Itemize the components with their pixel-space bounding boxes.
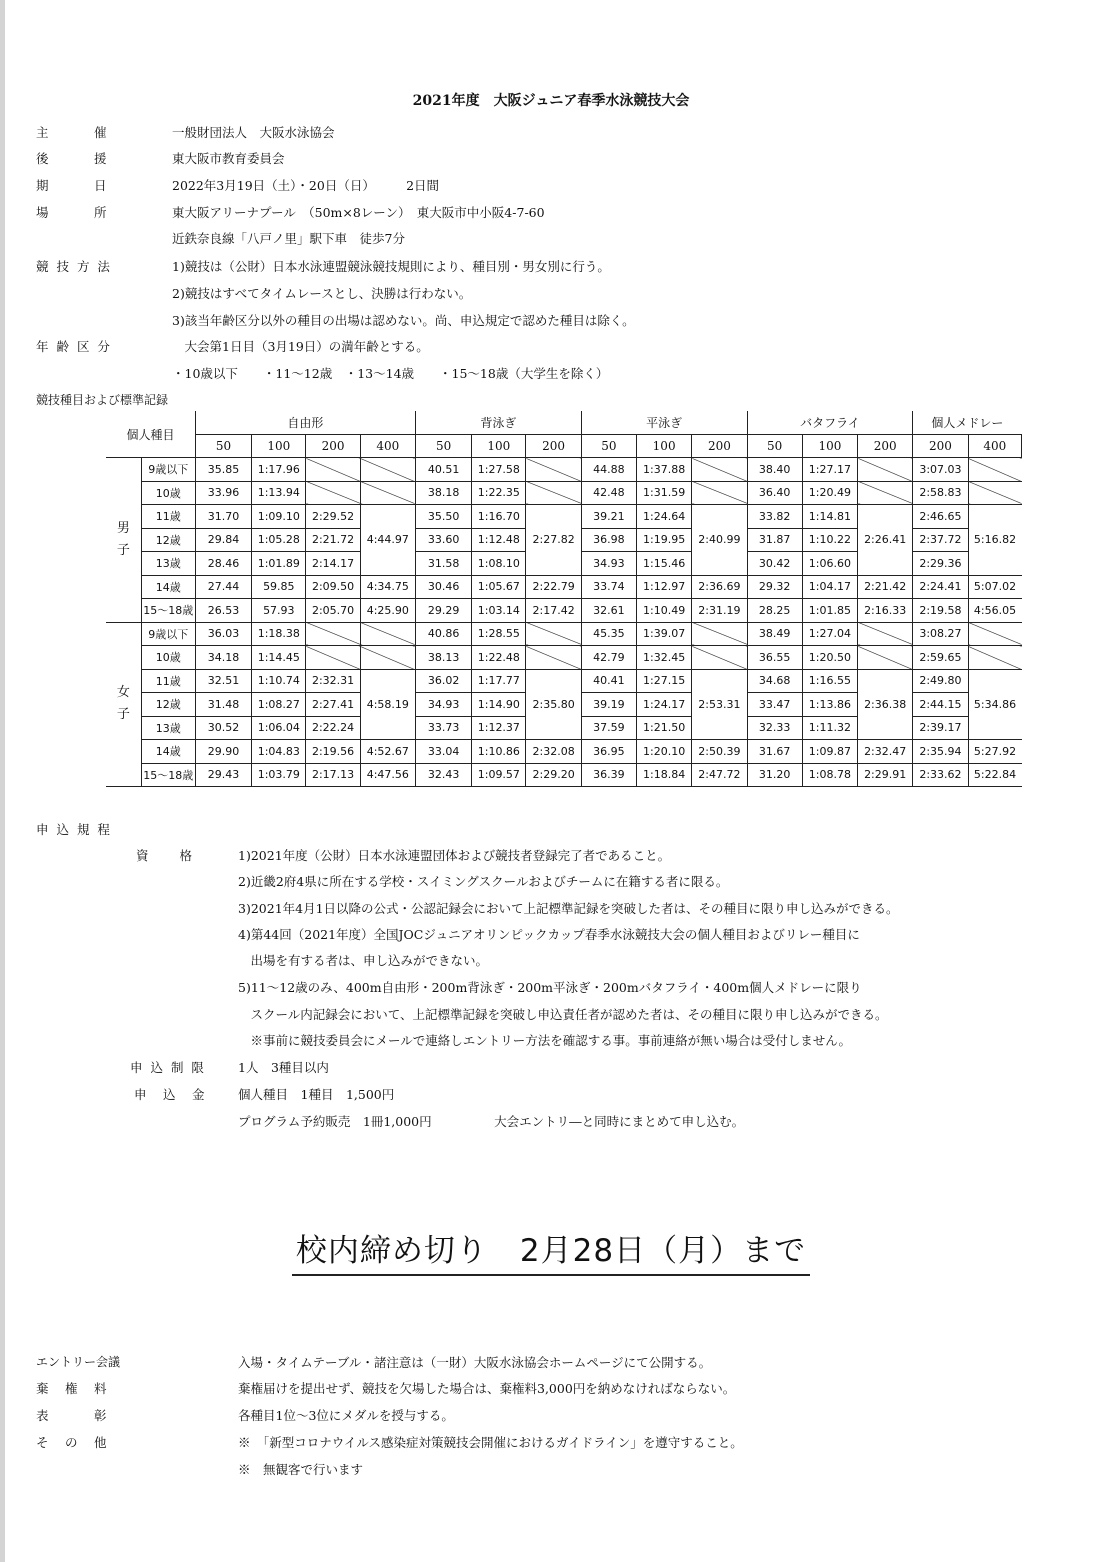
page-title: 2021年度 大阪ジュニア春季水泳競技大会 [412, 93, 690, 109]
stroke-header: 自由形 [195, 411, 415, 434]
na-cell [692, 622, 747, 646]
info-label-support: 後 援 [36, 151, 109, 166]
record-cell: 2:16.33 [858, 599, 913, 623]
stroke-header: 平泳ぎ [581, 411, 747, 434]
record-cell: 2:31.19 [692, 599, 747, 623]
record-cell: 2:35.94 [913, 740, 968, 764]
record-cell: 1:06.04 [252, 716, 306, 740]
record-cell: 42.48 [581, 481, 636, 505]
record-cell: 1:08.78 [802, 763, 857, 787]
record-cell: 1:04.83 [252, 740, 306, 764]
age-label: 12歳 [141, 693, 195, 717]
record-cell: 1:24.17 [637, 693, 692, 717]
record-cell: 27.44 [195, 575, 251, 599]
na-cell [968, 646, 1021, 670]
record-cell: 1:24.64 [637, 505, 692, 529]
record-cell: 31.70 [195, 505, 251, 529]
deadline-banner [0, 1225, 1102, 1276]
distance-header: 100 [802, 434, 857, 458]
na-cell [692, 481, 747, 505]
age-label: 14歳 [141, 575, 195, 599]
info-text-access: 近鉄奈良線「八戸ノ里」駅下車 徒歩7分 [172, 231, 405, 246]
na-cell [968, 481, 1021, 505]
record-cell: 33.47 [747, 693, 802, 717]
age-label: 12歳 [141, 528, 195, 552]
distance-header: 200 [306, 434, 360, 458]
record-cell: 2:09.50 [306, 575, 360, 599]
record-cell: 1:10.22 [802, 528, 857, 552]
record-cell: 40.86 [415, 622, 471, 646]
record-cell: 28.46 [195, 552, 251, 576]
na-cell [360, 458, 415, 482]
record-cell: 1:32.45 [637, 646, 692, 670]
record-cell: 29.29 [415, 599, 471, 623]
record-cell: 1:09.10 [252, 505, 306, 529]
footer-label-fee: 棄 権 料 [36, 1381, 109, 1396]
age-label: 10歳 [141, 481, 195, 505]
age-label: 15〜18歳 [141, 763, 195, 787]
footer-label-award: 表 彰 [36, 1408, 109, 1423]
record-cell: 1:28.55 [472, 622, 526, 646]
na-cell [858, 646, 913, 670]
record-cell: 33.74 [581, 575, 636, 599]
sex-label-text: 女子 [116, 685, 130, 723]
na-cell [306, 622, 360, 646]
rules-fee-label: 申 込 金 [134, 1087, 207, 1102]
record-cell: 1:18.38 [252, 622, 306, 646]
record-cell: 1:16.55 [802, 669, 857, 693]
footer-text-entry: 入場・タイムテーブル・諸注意は（一財）大阪水泳協会ホームページにて公開する。 [238, 1355, 712, 1370]
record-cell: 2:22.79 [526, 575, 581, 599]
distance-header: 50 [195, 434, 251, 458]
record-cell: 33.73 [415, 716, 471, 740]
record-cell: 2:39.17 [913, 716, 968, 740]
rules-line-1: 1)2021年度（公財）日本水泳連盟団体および競技者登録完了者であること。 [238, 848, 671, 863]
info-text-age-groups: ・10歳以下 ・11〜12歳 ・13〜14歳 ・15〜18歳（大学生を除く） [172, 366, 609, 381]
record-cell: 36.95 [581, 740, 636, 764]
record-cell: 2:58.83 [913, 481, 968, 505]
table-corner-label: 個人種目 [106, 411, 195, 458]
stroke-header: 個人メドレー [913, 411, 1022, 434]
record-cell: 1:12.37 [472, 716, 526, 740]
record-cell: 34.18 [195, 646, 251, 670]
record-cell: 1:03.14 [472, 599, 526, 623]
record-cell: 32.61 [581, 599, 636, 623]
na-cell [360, 622, 415, 646]
record-cell: 1:09.87 [802, 740, 857, 764]
info-text-method-2: 2)競技はすべてタイムレースとし、決勝は行わない。 [172, 286, 472, 301]
age-label: 10歳 [141, 646, 195, 670]
record-cell: 32.51 [195, 669, 251, 693]
info-text-method-1: 1)競技は（公財）日本水泳連盟競泳競技規則により、種目別・男女別に行う。 [172, 259, 610, 274]
record-cell: 1:04.17 [802, 575, 857, 599]
rules-limit: 1人 3種目以内 [238, 1060, 329, 1075]
rules-line-2: 2)近畿2府4県に所在する学校・スイミングスクールおよびチームに在籍する者に限る。 [238, 874, 729, 889]
record-cell: 2:24.41 [913, 575, 968, 599]
record-cell: 32.43 [415, 763, 471, 787]
record-cell: 1:14.45 [252, 646, 306, 670]
record-cell: 2:29.91 [858, 763, 913, 787]
record-cell: 2:53.31 [692, 669, 747, 740]
record-cell: 1:13.94 [252, 481, 306, 505]
record-cell: 1:27.04 [802, 622, 857, 646]
record-cell: 2:50.39 [692, 740, 747, 764]
record-cell: 34.93 [581, 552, 636, 576]
record-cell: 1:21.50 [637, 716, 692, 740]
record-cell: 3:08.27 [913, 622, 968, 646]
record-cell: 1:01.85 [802, 599, 857, 623]
table-distance-row [106, 434, 1022, 458]
record-cell: 1:08.27 [252, 693, 306, 717]
table-row [106, 622, 1022, 646]
record-cell: 1:16.70 [472, 505, 526, 529]
footer-text-fee: 棄権届けを提出せず、競技を欠場した場合は、棄権料3,000円を納めなければならない。 [238, 1381, 736, 1396]
record-cell: 1:20.49 [802, 481, 857, 505]
record-cell: 4:44.97 [360, 505, 415, 576]
rules-heading: 申 込 規 程 [36, 822, 112, 837]
record-cell: 29.90 [195, 740, 251, 764]
record-cell: 2:32.31 [306, 669, 360, 693]
record-cell: 1:22.48 [472, 646, 526, 670]
record-cell: 35.50 [415, 505, 471, 529]
record-cell: 1:27.58 [472, 458, 526, 482]
record-cell: 1:09.57 [472, 763, 526, 787]
na-cell [526, 646, 581, 670]
na-cell [306, 481, 360, 505]
standard-records-table [106, 411, 1022, 787]
record-cell: 2:21.42 [858, 575, 913, 599]
na-cell [306, 458, 360, 482]
record-cell: 1:27.15 [637, 669, 692, 693]
table-row [106, 740, 1022, 764]
record-cell: 2:32.08 [526, 740, 581, 764]
rules-line-6: 5)11〜12歳のみ、400m自由形・200m背泳ぎ・200m平泳ぎ・200mバタフライ・400m個人メドレーに限り [238, 980, 862, 995]
record-cell: 30.46 [415, 575, 471, 599]
sex-label [106, 622, 141, 787]
info-label-date: 期 日 [36, 178, 109, 193]
record-cell: 2:27.82 [526, 505, 581, 576]
record-cell: 2:17.42 [526, 599, 581, 623]
na-cell [692, 646, 747, 670]
table-row [106, 669, 1022, 693]
record-cell: 2:36.38 [858, 669, 913, 740]
age-label: 13歳 [141, 716, 195, 740]
record-cell: 39.21 [581, 505, 636, 529]
footer-label-other: そ の 他 [36, 1435, 109, 1450]
age-label: 9歳以下 [141, 458, 195, 482]
record-cell: 4:34.75 [360, 575, 415, 599]
record-cell: 35.85 [195, 458, 251, 482]
record-cell: 5:34.86 [968, 669, 1021, 740]
distance-header: 50 [581, 434, 636, 458]
rules-line-4: 4)第44回（2021年度）全国JOCジュニアオリンピックカップ春季水泳競技大会の個人種目およびリレー種目に [238, 927, 860, 942]
na-cell [858, 481, 913, 505]
footer-label-entry: エントリー会議 [36, 1355, 121, 1369]
record-cell: 1:17.77 [472, 669, 526, 693]
distance-header: 50 [415, 434, 471, 458]
info-label-organizer: 主 催 [36, 125, 109, 140]
record-cell: 2:19.58 [913, 599, 968, 623]
record-cell: 31.87 [747, 528, 802, 552]
record-cell: 5:27.92 [968, 740, 1021, 764]
age-label: 9歳以下 [141, 622, 195, 646]
record-cell: 28.25 [747, 599, 802, 623]
record-cell: 2:44.15 [913, 693, 968, 717]
record-cell: 29.32 [747, 575, 802, 599]
table-row [106, 599, 1022, 623]
record-cell: 33.04 [415, 740, 471, 764]
record-cell: 4:25.90 [360, 599, 415, 623]
record-cell: 1:03.79 [252, 763, 306, 787]
record-cell: 1:12.48 [472, 528, 526, 552]
age-label: 13歳 [141, 552, 195, 576]
record-cell: 57.93 [252, 599, 306, 623]
record-cell: 33.82 [747, 505, 802, 529]
record-cell: 2:32.47 [858, 740, 913, 764]
record-cell: 1:17.96 [252, 458, 306, 482]
record-cell: 1:01.89 [252, 552, 306, 576]
record-cell: 5:22.84 [968, 763, 1021, 787]
record-cell: 1:14.81 [802, 505, 857, 529]
record-cell: 34.93 [415, 693, 471, 717]
record-cell: 2:35.80 [526, 669, 581, 740]
record-cell: 1:22.35 [472, 481, 526, 505]
record-cell: 33.60 [415, 528, 471, 552]
age-label: 15〜18歳 [141, 599, 195, 623]
record-cell: 31.48 [195, 693, 251, 717]
distance-header: 100 [637, 434, 692, 458]
record-cell: 36.98 [581, 528, 636, 552]
table-row [106, 575, 1022, 599]
age-label: 14歳 [141, 740, 195, 764]
table-row [106, 763, 1022, 787]
distance-header: 400 [360, 434, 415, 458]
record-cell: 2:47.72 [692, 763, 747, 787]
record-cell: 3:07.03 [913, 458, 968, 482]
rules-program: プログラム予約販売 1冊1,000円 大会エントリ―と同時にまとめて申し込む。 [238, 1114, 745, 1129]
record-cell: 1:10.49 [637, 599, 692, 623]
na-cell [526, 622, 581, 646]
record-cell: 38.40 [747, 458, 802, 482]
record-cell: 2:29.52 [306, 505, 360, 529]
table-row [106, 505, 1022, 529]
distance-header: 100 [472, 434, 526, 458]
info-label-age: 年 齢 区 分 [36, 339, 112, 354]
info-text-method-3: 3)該当年齢区分以外の種目の出場は認めない。尚、申込規定で認めた種目は除く。 [172, 313, 635, 328]
record-cell: 31.58 [415, 552, 471, 576]
table-caption: 競技種目および標準記録 [36, 393, 169, 407]
record-cell: 37.59 [581, 716, 636, 740]
record-cell: 31.20 [747, 763, 802, 787]
record-cell: 1:31.59 [637, 481, 692, 505]
record-cell: 2:37.72 [913, 528, 968, 552]
record-cell: 1:05.28 [252, 528, 306, 552]
sex-label-text: 男子 [116, 520, 130, 558]
footer-text-other-1: ※ 「新型コロナウイルス感染症対策競技会開催におけるガイドライン」を遵守すること。 [238, 1435, 743, 1450]
na-cell [858, 458, 913, 482]
record-cell: 44.88 [581, 458, 636, 482]
record-cell: 36.39 [581, 763, 636, 787]
record-cell: 2:33.62 [913, 763, 968, 787]
record-cell: 36.03 [195, 622, 251, 646]
record-cell: 4:47.56 [360, 763, 415, 787]
age-label: 11歳 [141, 669, 195, 693]
rules-limit-label: 申 込 制 限 [130, 1060, 206, 1075]
info-text-organizer: 一般財団法人 大阪水泳協会 [172, 125, 335, 140]
rules-line-3: 3)2021年4月1日以降の公式・公認記録会において上記標準記録を突破した者は、その種目に限り申し込みができる。 [238, 901, 899, 916]
record-cell: 1:05.67 [472, 575, 526, 599]
footer-text-award: 各種目1位〜3位にメダルを授与する。 [238, 1408, 454, 1423]
na-cell [692, 458, 747, 482]
record-cell: 1:06.60 [802, 552, 857, 576]
record-cell: 33.96 [195, 481, 251, 505]
record-cell: 30.52 [195, 716, 251, 740]
record-cell: 59.85 [252, 575, 306, 599]
info-text-date: 2022年3月19日（土）・20日（日） 2日間 [172, 178, 440, 193]
record-cell: 1:08.10 [472, 552, 526, 576]
record-cell: 2:19.56 [306, 740, 360, 764]
distance-header: 200 [858, 434, 913, 458]
stroke-header: バタフライ [747, 411, 913, 434]
record-cell: 31.67 [747, 740, 802, 764]
record-cell: 1:20.50 [802, 646, 857, 670]
sex-label [106, 458, 141, 623]
record-cell: 4:52.67 [360, 740, 415, 764]
na-cell [858, 622, 913, 646]
info-text-support: 東大阪市教育委員会 [172, 151, 285, 166]
record-cell: 1:37.88 [637, 458, 692, 482]
table-row [106, 646, 1022, 670]
record-cell: 40.51 [415, 458, 471, 482]
footer-text-other-2: ※ 無観客で行います [238, 1462, 364, 1477]
distance-header: 200 [692, 434, 747, 458]
record-cell: 2:36.69 [692, 575, 747, 599]
info-label-venue: 場 所 [36, 205, 109, 220]
record-cell: 38.13 [415, 646, 471, 670]
rules-line-8: ※事前に競技委員会にメールで連絡しエントリー方法を確認する事。事前連絡が無い場合は受付しません。 [238, 1033, 852, 1048]
record-cell: 1:10.86 [472, 740, 526, 764]
record-cell: 1:19.95 [637, 528, 692, 552]
record-cell: 29.84 [195, 528, 251, 552]
record-cell: 2:59.65 [913, 646, 968, 670]
rules-qualification-label: 資 格 [136, 848, 195, 863]
table-row [106, 481, 1022, 505]
record-cell: 38.49 [747, 622, 802, 646]
distance-header: 50 [747, 434, 802, 458]
record-cell: 1:11.32 [802, 716, 857, 740]
table-header-row [106, 411, 1022, 434]
record-cell: 5:07.02 [968, 575, 1021, 599]
record-cell: 1:15.46 [637, 552, 692, 576]
record-cell: 36.40 [747, 481, 802, 505]
record-cell: 26.53 [195, 599, 251, 623]
record-cell: 2:26.41 [858, 505, 913, 576]
na-cell [306, 646, 360, 670]
record-cell: 1:18.84 [637, 763, 692, 787]
record-cell: 2:05.70 [306, 599, 360, 623]
distance-header: 200 [913, 434, 968, 458]
rules-line-7: スクール内記録会において、上記標準記録を突破し申込責任者が認めた者は、その種目に限り申し込みができる。 [238, 1007, 888, 1022]
record-cell: 2:21.72 [306, 528, 360, 552]
na-cell [526, 458, 581, 482]
age-label: 11歳 [141, 505, 195, 529]
record-cell: 36.02 [415, 669, 471, 693]
record-cell: 2:17.13 [306, 763, 360, 787]
record-cell: 39.19 [581, 693, 636, 717]
record-cell: 1:39.07 [637, 622, 692, 646]
na-cell [526, 481, 581, 505]
record-cell: 38.18 [415, 481, 471, 505]
na-cell [360, 646, 415, 670]
record-cell: 2:14.17 [306, 552, 360, 576]
record-cell: 1:13.86 [802, 693, 857, 717]
table-row [106, 458, 1022, 482]
distance-header: 200 [526, 434, 581, 458]
record-cell: 34.68 [747, 669, 802, 693]
record-cell: 36.55 [747, 646, 802, 670]
record-cell: 29.43 [195, 763, 251, 787]
record-cell: 4:58.19 [360, 669, 415, 740]
record-cell: 1:20.10 [637, 740, 692, 764]
record-cell: 2:46.65 [913, 505, 968, 529]
record-cell: 1:12.97 [637, 575, 692, 599]
info-text-venue: 東大阪アリーナプール （50m×8レーン） 東大阪市中小阪4-7-60 [172, 205, 545, 220]
rules-fee: 個人種目 1種目 1,500円 [238, 1087, 395, 1102]
record-cell: 1:27.17 [802, 458, 857, 482]
record-cell: 1:10.74 [252, 669, 306, 693]
record-cell: 30.42 [747, 552, 802, 576]
record-cell: 32.33 [747, 716, 802, 740]
na-cell [968, 458, 1021, 482]
na-cell [968, 622, 1021, 646]
distance-header: 100 [252, 434, 306, 458]
record-cell: 2:29.36 [913, 552, 968, 576]
distance-header: 400 [968, 434, 1021, 458]
na-cell [360, 481, 415, 505]
page-edge-shadow [0, 0, 5, 1562]
record-cell: 40.41 [581, 669, 636, 693]
info-label-method: 競 技 方 法 [36, 259, 112, 274]
record-cell: 2:22.24 [306, 716, 360, 740]
deadline-text: 校内締め切り 2月28日（月）まで [292, 1225, 810, 1276]
record-cell: 4:56.05 [968, 599, 1021, 623]
rules-line-5: 出場を有する者は、申し込みができない。 [238, 953, 489, 968]
record-cell: 5:16.82 [968, 505, 1021, 576]
record-cell: 2:27.41 [306, 693, 360, 717]
record-cell: 1:14.90 [472, 693, 526, 717]
stroke-header: 背泳ぎ [415, 411, 581, 434]
info-text-age: 大会第1日目（3月19日）の満年齢とする。 [172, 339, 429, 354]
record-cell: 2:40.99 [692, 505, 747, 576]
record-cell: 45.35 [581, 622, 636, 646]
record-cell: 42.79 [581, 646, 636, 670]
record-cell: 2:29.20 [526, 763, 581, 787]
record-cell: 2:49.80 [913, 669, 968, 693]
